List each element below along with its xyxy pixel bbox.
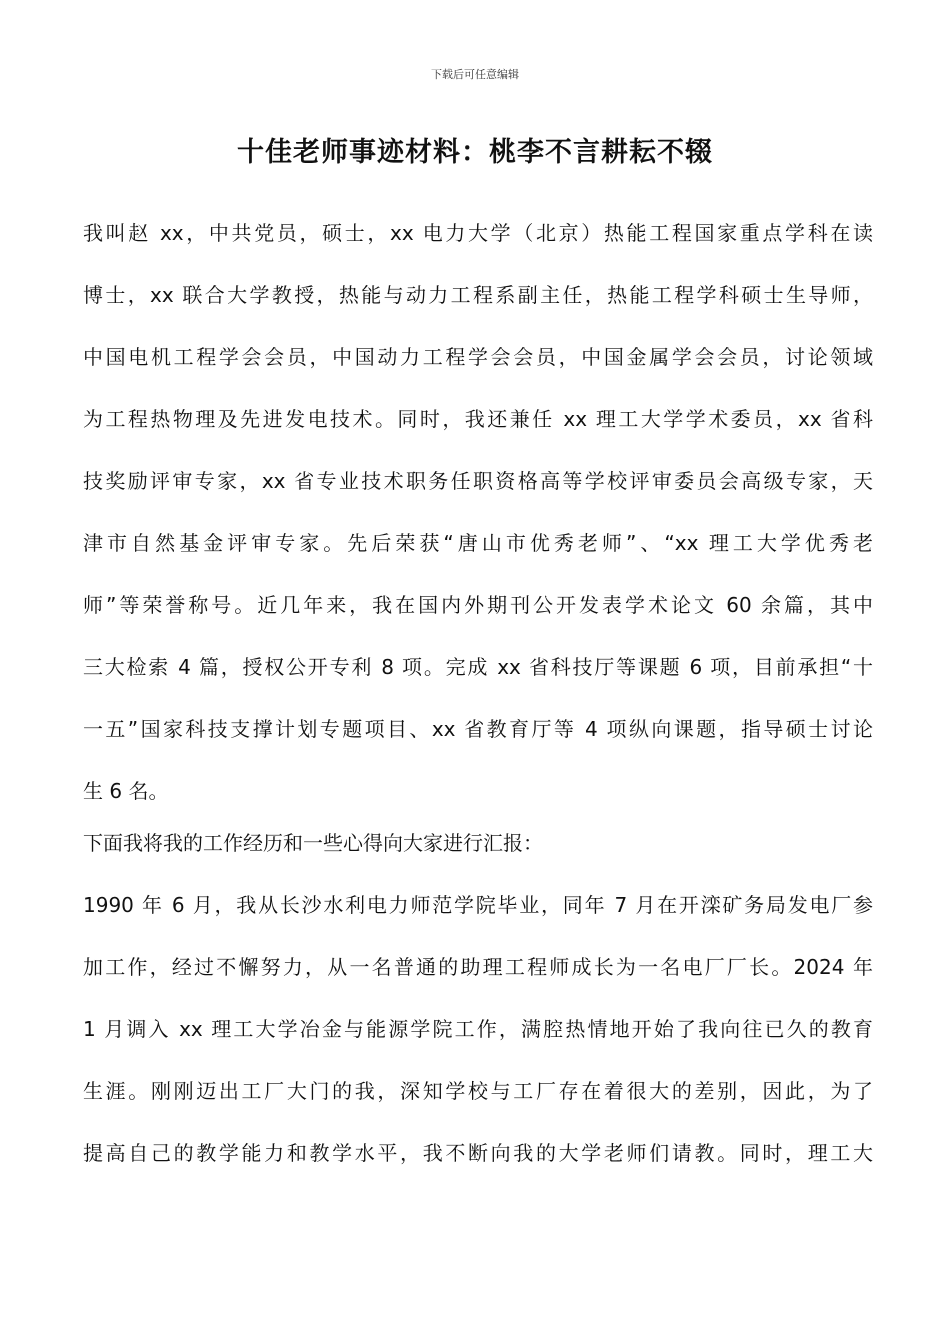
body-line: 师”等荣誉称号。近几年来，我在国内外期刊公开发表学术论文 60 余篇，其中 [83, 593, 873, 617]
body-line: 下面我将我的工作经历和一些心得向大家进行汇报： [83, 831, 543, 855]
body-line: 1 月调入 xx 理工大学冶金与能源学院工作，满腔热情地开始了我向往已久的教育 [83, 1017, 873, 1041]
body-line: 加工作，经过不懈努力，从一名普通的助理工程师成长为一名电厂厂长。2024 年 [83, 955, 873, 979]
body-line: 1990 年 6 月，我从长沙水利电力师范学院毕业，同年 7 月在开滦矿务局发电厂参 [83, 893, 873, 917]
body-line: 生涯。刚刚迈出工厂大门的我，深知学校与工厂存在着很大的差别，因此，为了 [83, 1079, 873, 1103]
body-line: 一五”国家科技支撑计划专题项目、xx 省教育厅等 4 项纵向课题，指导硕士讨论 [83, 717, 873, 741]
body-line: 为工程热物理及先进发电技术。同时，我还兼任 xx 理工大学学术委员，xx 省科 [83, 407, 873, 431]
document-body [83, 218, 873, 1200]
body-line: 技奖励评审专家，xx 省专业技术职务任职资格高等学校评审委员会高级专家，天 [83, 469, 873, 493]
body-line: 博士，xx 联合大学教授，热能与动力工程系副主任，热能工程学科硕士生导师， [83, 283, 873, 307]
body-line: 中国电机工程学会会员，中国动力工程学会会员，中国金属学会会员，讨论领域 [83, 345, 873, 369]
body-line: 三大检索 4 篇，授权公开专利 8 项。完成 xx 省科技厅等课题 6 项，目前承担“十 [83, 655, 873, 679]
body-line: 津市自然基金评审专家。先后荣获“唐山市优秀老师”、“xx 理工大学优秀老 [83, 531, 873, 555]
body-line: 我叫赵 xx，中共党员，硕士，xx 电力大学（北京）热能工程国家重点学科在读 [83, 221, 873, 245]
body-line: 提高自己的教学能力和教学水平，我不断向我的大学老师们请教。同时，理工大 [83, 1141, 873, 1165]
page-header-note: 下载后可任意编辑 [431, 68, 519, 81]
body-line: 生 6 名。 [83, 779, 169, 803]
document-title: 十佳老师事迹材料：桃李不言耕耘不辍 [237, 137, 713, 168]
